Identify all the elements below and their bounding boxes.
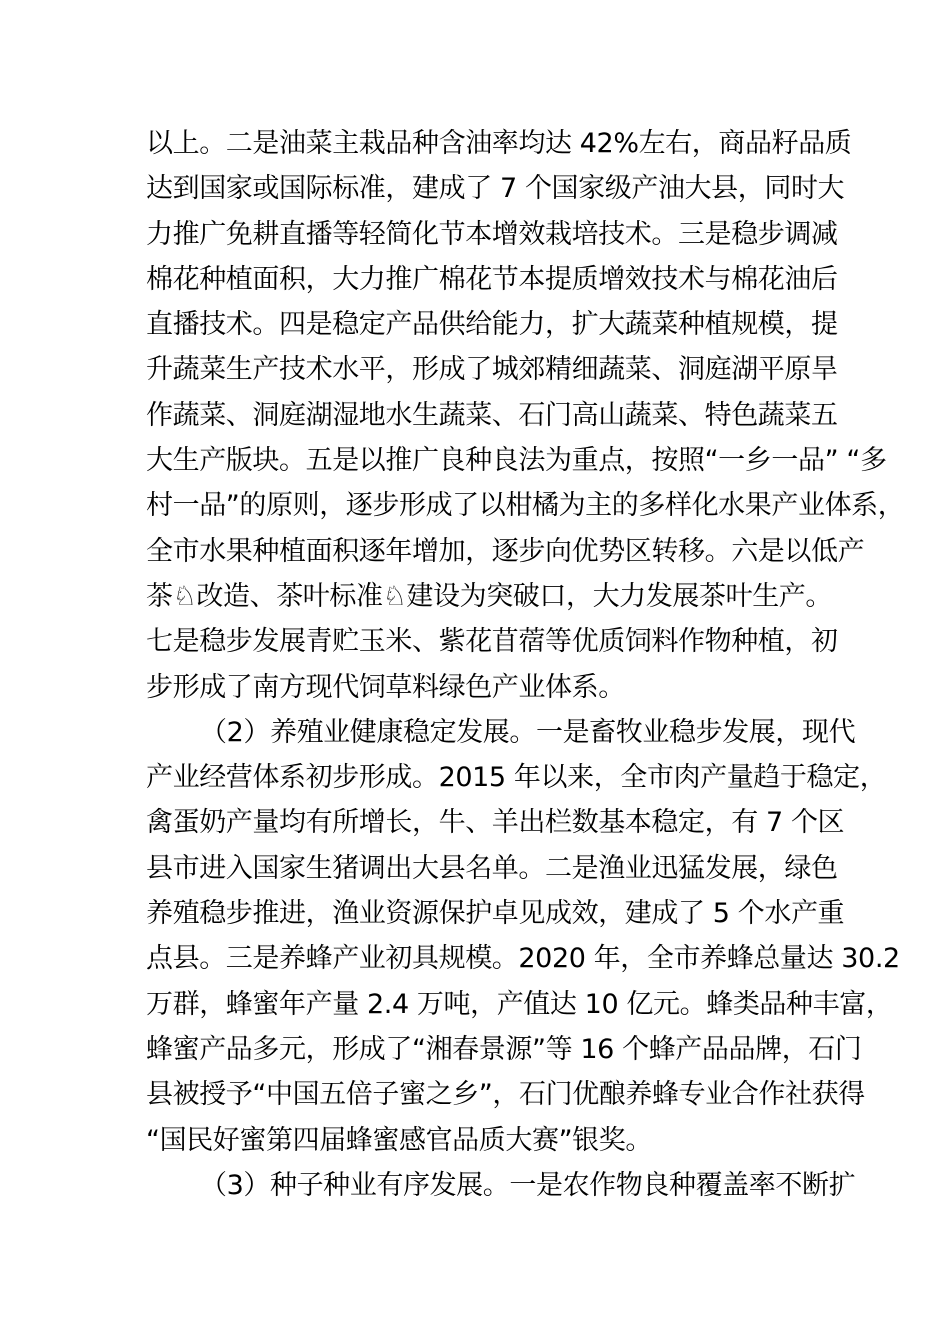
text-line: 禽蛋奶产量均有所增长，牛、羊出栏数基本稳定，有 7 个区 (146, 807, 845, 839)
text-line: 全市水果种植面积逐年增加，逐步向优势区转移。六是以低产 (146, 535, 865, 567)
text-line: 万群，蜂蜜年产量 2.4 万吨，产值达 10 亿元。蜂类品种丰富， (146, 988, 893, 1020)
text-line: 力推广免耕直播等轻简化节本增效栽培技术。三是稳步调减 (146, 218, 838, 250)
text-line: 直播技术。四是稳定产品供给能力，扩大蔬菜种植规模，提 (146, 309, 838, 341)
text-line: “国民好蜜第四届蜂蜜感官品质大赛”银奖。 (146, 1124, 652, 1156)
section-heading-2: （2）养殖业健康稳定发展。一是畜牧业稳步发展，现代 (200, 716, 856, 748)
text-line: 县市进入国家生猪调出大县名单。二是渔业迅猛发展，绿色 (146, 852, 838, 884)
text-line: 村一品”的原则，逐步形成了以柑橘为主的多样化水果产业体系， (146, 490, 905, 522)
text-line: 产业经营体系初步形成。2015 年以来，全市肉产量趋于稳定， (146, 762, 887, 794)
text-line: 棉花种植面积，大力推广棉花节本提质增效技术与棉花油后 (146, 263, 838, 295)
text-line: 大生产版块。五是以推广良种良法为重点，按照“一乡一品” “多 (146, 445, 887, 477)
text-line: 升蔬菜生产技术水平，形成了城郊精细蔬菜、洞庭湖平原旱 (146, 354, 838, 386)
text-line: 茶♘改造、茶叶标准♘建设为突破口，大力发展茶叶生产。 (146, 580, 833, 612)
text-line: 达到国家或国际标准，建成了 7 个国家级产油大县，同时大 (146, 173, 845, 205)
section-heading-3: （3）种子种业有序发展。一是农作物良种覆盖率不断扩 (200, 1169, 856, 1201)
text-line: 步形成了南方现代饲草料绿色产业体系。 (146, 671, 625, 703)
text-line: 以上。二是油菜主栽品种含油率均达 42%左右，商品籽品质 (146, 128, 852, 159)
text-line: 作蔬菜、洞庭湖湿地水生蔬菜、石门高山蔬菜、特色蔬菜五 (146, 399, 838, 431)
text-line: 点县。三是养蜂产业初具规模。2020 年，全市养蜂总量达 30.2 (146, 943, 900, 975)
text-line: 七是稳步发展青贮玉米、紫花苜蓿等优质饲料作物种植，初 (146, 626, 838, 658)
text-line: 养殖稳步推进，渔业资源保护卓见成效，建成了 5 个水产重 (146, 898, 845, 930)
body-text (146, 121, 905, 1208)
text-line: 蜂蜜产品多元，形成了“湘春景源”等 16 个蜂产品品牌，石门 (146, 1033, 862, 1065)
text-line: 县被授予“中国五倍子蜜之乡”，石门优酿养蜂专业合作社获得 (146, 1079, 865, 1111)
